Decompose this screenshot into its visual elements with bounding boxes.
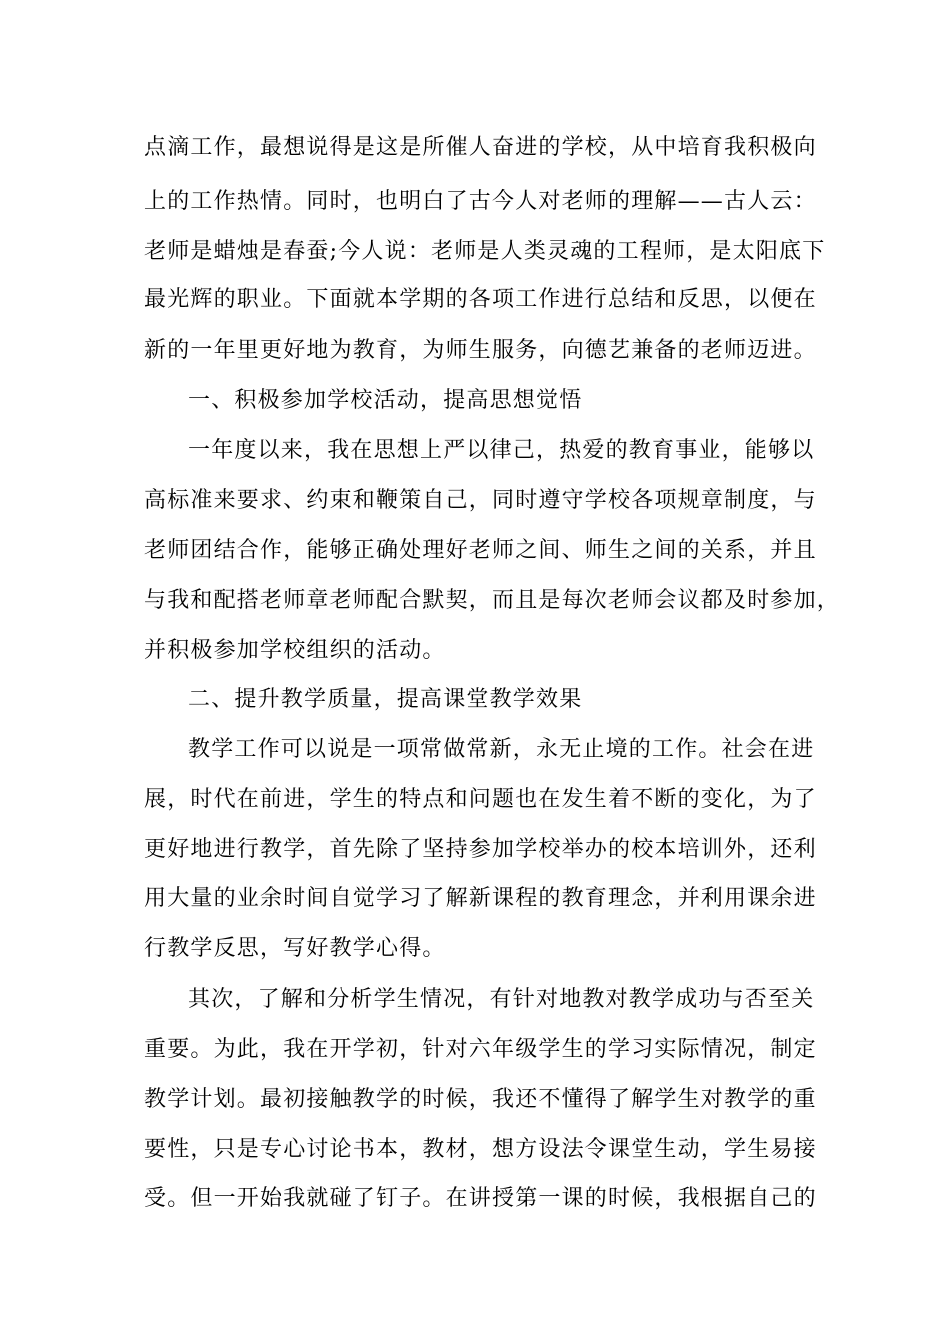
text-line: 老师是蜡烛是春蚕;今人说：老师是人类灵魂的工程师，是太阳底下 <box>144 239 826 264</box>
section-heading: 二、提升教学质量，提高课堂教学效果 <box>188 687 583 712</box>
text-line: 要性，只是专心讨论书本，教材，想方设法令课堂生动，学生易接 <box>144 1137 817 1162</box>
text-line: 上的工作热情。同时，也明白了古今人对老师的理解——古人云： <box>144 189 817 214</box>
text-line: 受。但一开始我就碰了钉子。在讲授第一课的时候，我根据自己的 <box>144 1186 817 1211</box>
text-line: 重要。为此，我在开学初，针对六年级学生的学习实际情况，制定 <box>144 1037 817 1062</box>
text-line: 展，时代在前进，学生的特点和问题也在发生着不断的变化，为了 <box>144 787 817 812</box>
text-line: 点滴工作，最想说得是这是所催人奋进的学校，从中培育我积极向 <box>144 135 817 160</box>
text-line: 一年度以来，我在思想上严以律己，热爱的教育事业，能够以 <box>188 438 815 463</box>
text-line: 教学计划。最初接触教学的时候，我还不懂得了解学生对教学的重 <box>144 1087 817 1112</box>
text-line: 新的一年里更好地为教育，为师生服务，向德艺兼备的老师迈进。 <box>144 338 817 363</box>
section-heading: 一、积极参加学校活动，提高思想觉悟 <box>188 388 583 413</box>
text-line: 与我和配搭老师章老师配合默契，而且是每次老师会议都及时参加， <box>144 588 841 613</box>
text-line: 行教学反思，写好教学心得。 <box>144 936 446 961</box>
text-line: 最光辉的职业。下面就本学期的各项工作进行总结和反思，以便在 <box>144 287 817 312</box>
text-line: 更好地进行教学，首先除了坚持参加学校举办的校本培训外，还利 <box>144 837 817 862</box>
text-line: 其次，了解和分析学生情况，有针对地教对教学成功与否至关 <box>188 987 815 1012</box>
text-line: 老师团结合作，能够正确处理好老师之间、师生之间的关系，并且 <box>144 538 817 563</box>
text-line: 教学工作可以说是一项常做常新，永无止境的工作。社会在进 <box>188 737 815 762</box>
text-line: 用大量的业余时间自觉学习了解新课程的教育理念，并利用课余进 <box>144 886 817 911</box>
text-line: 并积极参加学校组织的活动。 <box>144 638 446 663</box>
text-line: 高标准来要求、约束和鞭策自己，同时遵守学校各项规章制度，与 <box>144 488 817 513</box>
